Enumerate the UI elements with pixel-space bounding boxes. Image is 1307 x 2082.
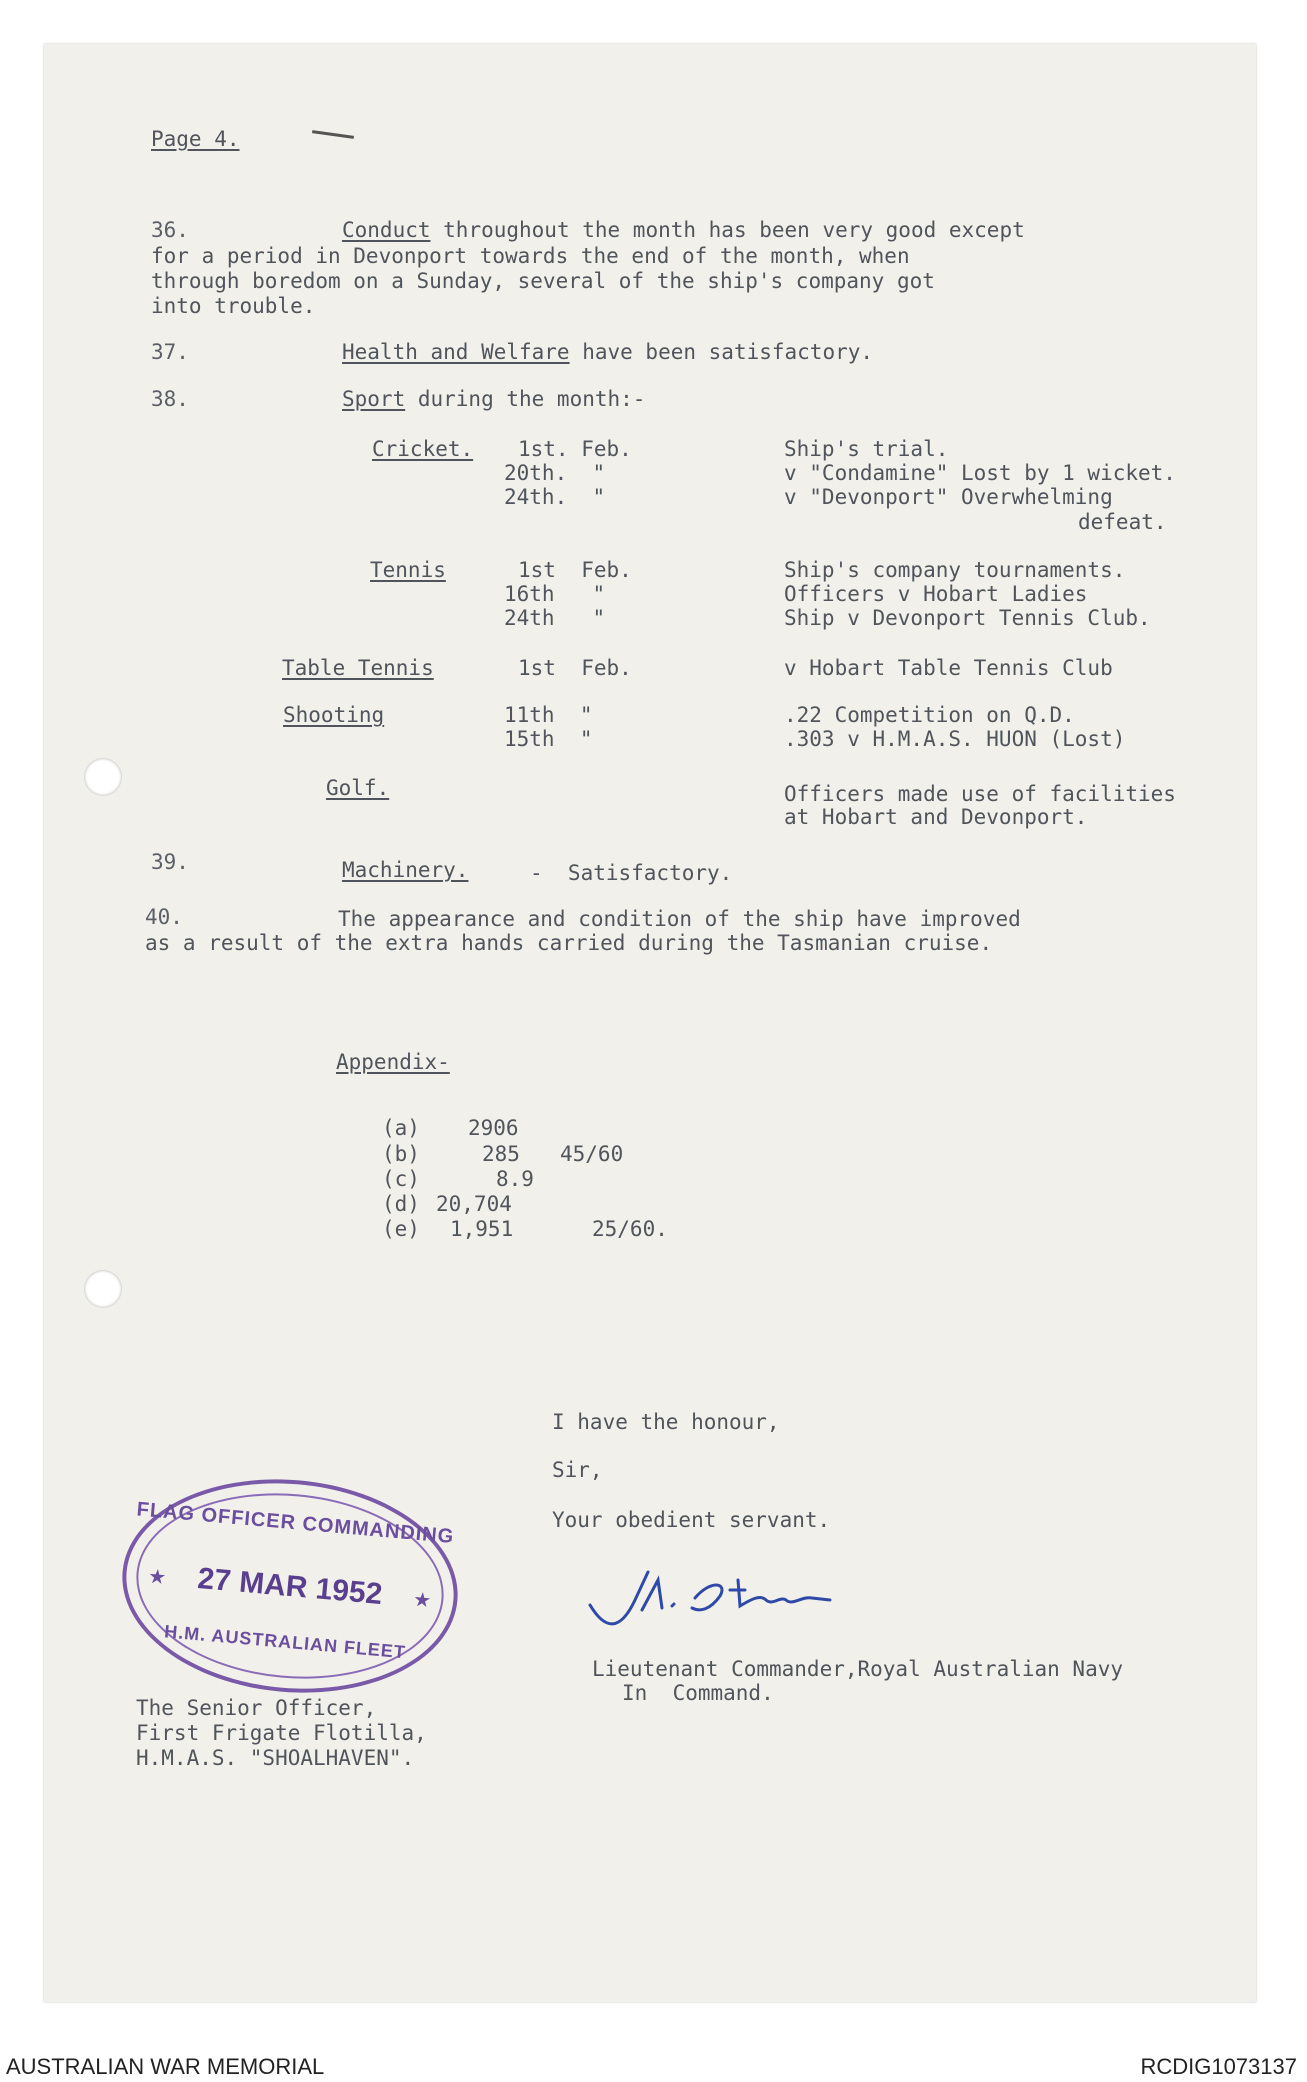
closing-sir: Sir,	[552, 1458, 603, 1482]
punch-hole-top	[84, 758, 122, 796]
cricket-date-1: 1st. Feb.	[518, 437, 632, 461]
cricket-label: Cricket.	[372, 437, 474, 461]
conduct-heading: Conduct	[342, 218, 431, 242]
tennis-desc-3: Ship v Devonport Tennis Club.	[784, 606, 1151, 630]
machinery-status: - Satisfactory.	[530, 861, 733, 885]
para-36-line4: into trouble.	[151, 294, 316, 318]
tennis-date-2: 16th "	[504, 582, 606, 606]
golf-desc-2: at Hobart and Devonport.	[784, 805, 1088, 829]
signatory-title-1: Lieutenant Commander,Royal Australian Navy	[592, 1657, 1124, 1681]
appendix-extra-b: 45/60	[560, 1142, 624, 1166]
stamp-date: 27 MAR 1952	[196, 1561, 384, 1612]
shooting-date-1: 11th "	[504, 703, 593, 727]
tennis-label: Tennis	[370, 558, 446, 582]
shooting-desc-1: .22 Competition on Q.D.	[784, 703, 1075, 727]
tennis-date-3: 24th "	[504, 606, 606, 630]
para-38-number: 38.	[151, 387, 189, 411]
appendix-key-a: (a)	[382, 1116, 420, 1140]
appendix-extra-e: 25/60.	[592, 1217, 668, 1241]
closing-servant: Your obedient servant.	[552, 1508, 831, 1532]
cricket-desc-1: Ship's trial.	[784, 437, 949, 461]
golf-desc-1: Officers made use of facilities	[784, 782, 1176, 806]
shooting-date-2: 15th "	[504, 727, 593, 751]
signatory-title-2: In Command.	[622, 1681, 774, 1705]
para-37-number: 37.	[151, 340, 189, 364]
table-tennis-date: 1st Feb.	[518, 656, 632, 680]
para-37-rest: have been satisfactory.	[569, 340, 874, 364]
health-heading: Health and Welfare	[342, 340, 570, 364]
table-tennis-label: Table Tennis	[282, 656, 434, 680]
shooting-label: Shooting	[283, 703, 385, 727]
cricket-desc-3: v "Devonport" Overwhelming	[784, 485, 1113, 509]
appendix-value-c: 8.9	[496, 1167, 534, 1191]
cricket-desc-cont: defeat.	[1078, 510, 1167, 534]
tennis-desc-1: Ship's company tournaments.	[784, 558, 1126, 582]
appendix-key-d: (d)	[382, 1192, 420, 1216]
para-36-line3: through boredom on a Sunday, several of the ship's company got	[151, 269, 935, 293]
stamp-bottom-text: H.M. AUSTRALIAN FLEET	[163, 1621, 407, 1663]
sport-heading: Sport	[342, 387, 406, 411]
machinery-heading: Machinery.	[342, 858, 469, 882]
table-tennis-desc: v Hobart Table Tennis Club	[784, 656, 1113, 680]
closing-honour: I have the honour,	[552, 1410, 780, 1434]
tennis-date-1: 1st Feb.	[518, 558, 632, 582]
para-40-line1: The appearance and condition of the ship have improved	[338, 907, 1021, 931]
shooting-desc-2: .303 v H.M.A.S. HUON (Lost)	[784, 727, 1126, 751]
para-36-line2: for a period in Devonport towards the end of the month, when	[151, 244, 910, 268]
handwritten-signature	[580, 1560, 840, 1640]
para-38-rest: during the month:-	[405, 387, 646, 411]
page-label: Page 4.	[151, 127, 240, 151]
appendix-value-a: 2906	[468, 1116, 519, 1140]
star-icon: ★	[412, 1588, 433, 1613]
addressee-line2: First Frigate Flotilla,	[136, 1721, 427, 1745]
addressee-line3: H.M.A.S. "SHOALHAVEN".	[136, 1746, 415, 1770]
tennis-desc-2: Officers v Hobart Ladies	[784, 582, 1088, 606]
cricket-desc-2: v "Condamine" Lost by 1 wicket.	[784, 461, 1176, 485]
footer-record-id: RCDIG1073137	[1140, 2054, 1297, 2079]
addressee-line1: The Senior Officer,	[136, 1696, 377, 1720]
footer-archive-name: AUSTRALIAN WAR MEMORIAL	[6, 2054, 325, 2079]
para-39-number: 39.	[151, 850, 189, 874]
para-40-line2: as a result of the extra hands carried during the Tasmanian cruise.	[145, 931, 993, 955]
star-icon: ★	[147, 1565, 168, 1590]
cricket-date-2: 20th. "	[504, 461, 606, 485]
cricket-date-3: 24th. "	[504, 485, 606, 509]
stamp-top-text: FLAG OFFICER COMMANDING	[135, 1498, 456, 1549]
para-36-line1	[342, 218, 1025, 243]
para-40-number: 40.	[145, 905, 183, 929]
para-38-text	[342, 387, 645, 412]
appendix-key-b: (b)	[382, 1142, 420, 1166]
para-36-number: 36.	[151, 218, 189, 242]
golf-label: Golf.	[326, 776, 390, 800]
appendix-value-d: 20,704	[436, 1192, 512, 1216]
para-36-line1-text: throughout the month has been very good except	[430, 218, 1025, 242]
appendix-value-b: 285	[482, 1142, 520, 1166]
appendix-key-c: (c)	[382, 1167, 420, 1191]
appendix-value-e: 1,951	[450, 1217, 514, 1241]
appendix-title: Appendix-	[336, 1050, 450, 1074]
para-37-text	[342, 340, 873, 365]
appendix-key-e: (e)	[382, 1217, 420, 1241]
punch-hole-bottom	[84, 1270, 122, 1308]
